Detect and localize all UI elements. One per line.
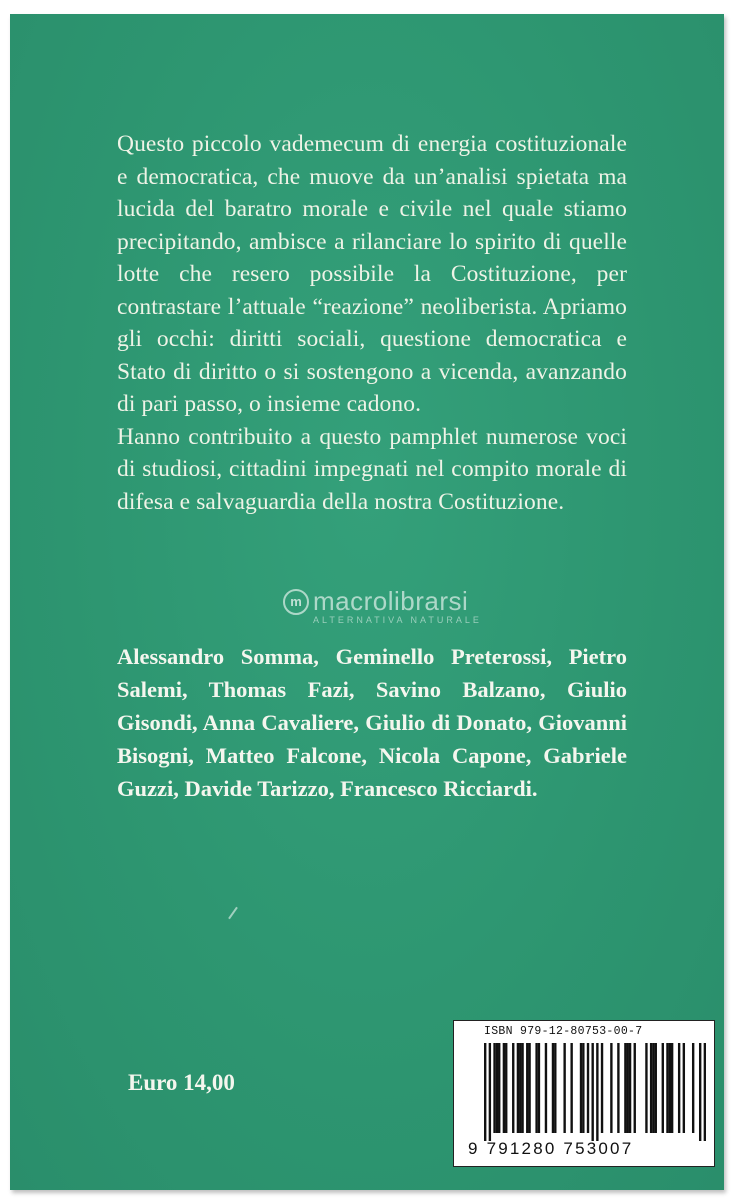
barcode-bar bbox=[645, 1043, 647, 1133]
blurb-paragraph-1: Questo piccolo vademecum di energia costituzionale e democratica, che muove da un’analisi spietata ma lucida del baratro morale e civile nel quale stiamo precipitando, ambisce a rilanciare lo spirito di quelle lotte che resero possibile la Costituzione, per contrastare l’attuale “reazione” neoliberista. Apriamo gli occhi: diritti sociali, questione democratica e Stato di diritto o si sostengono a vicenda, avanzando di pari passo, o insieme cadono. bbox=[117, 131, 627, 417]
barcode-bar bbox=[704, 1043, 706, 1141]
barcode-bar bbox=[528, 1043, 530, 1133]
barcode-bar bbox=[692, 1043, 694, 1133]
macrolibrarsi-logo-icon: m bbox=[283, 589, 309, 615]
barcode-bar bbox=[634, 1043, 636, 1133]
barcode-panel bbox=[453, 1020, 715, 1167]
barcode-bar bbox=[601, 1043, 603, 1133]
barcode-bars bbox=[484, 1043, 706, 1141]
ean-digits: 9 791280 753007 bbox=[468, 1139, 634, 1158]
barcode-bar bbox=[512, 1043, 514, 1133]
barcode-bar bbox=[683, 1043, 685, 1133]
barcode-bar bbox=[498, 1043, 500, 1133]
barcode-bar bbox=[489, 1043, 491, 1141]
barcode-bar bbox=[545, 1043, 547, 1133]
barcode-bar bbox=[503, 1043, 505, 1133]
barcode-bar bbox=[699, 1043, 701, 1141]
barcode-bar bbox=[517, 1043, 519, 1133]
barcode-bar bbox=[666, 1043, 668, 1133]
barcode-bar bbox=[570, 1043, 572, 1133]
barcode-bar bbox=[582, 1043, 584, 1133]
watermark-name: macrolibrarsi bbox=[313, 586, 469, 616]
barcode-bar bbox=[624, 1043, 626, 1133]
barcode-bar bbox=[526, 1043, 528, 1133]
barcode-bar bbox=[655, 1043, 657, 1133]
barcode-bar bbox=[617, 1043, 619, 1133]
barcode-bar bbox=[538, 1043, 540, 1133]
blurb-paragraph-2: Hanno contribuito a questo pamphlet numerose voci di studiosi, cittadini impegnati nel compito morale di difesa e salvaguardia della nostra Costituzione. bbox=[117, 423, 627, 515]
barcode-bar bbox=[662, 1043, 664, 1133]
barcode-bar bbox=[519, 1043, 521, 1133]
barcode-bar bbox=[591, 1043, 593, 1141]
barcode-bar bbox=[505, 1043, 507, 1133]
barcode-bar bbox=[669, 1043, 671, 1133]
barcode-bar bbox=[652, 1043, 654, 1133]
isbn-label: ISBN 979-12-80753-00-7 bbox=[484, 1025, 643, 1038]
barcode-bar bbox=[521, 1043, 523, 1133]
barcode-bar bbox=[610, 1043, 612, 1133]
barcode-bar bbox=[484, 1043, 486, 1141]
barcode-bar bbox=[678, 1043, 680, 1133]
barcode-bar bbox=[627, 1043, 629, 1133]
barcode-bar bbox=[580, 1043, 582, 1133]
blurb-text bbox=[117, 128, 627, 518]
barcode-bar bbox=[535, 1043, 537, 1133]
macrolibrarsi-watermark bbox=[283, 586, 543, 625]
watermark-tagline: ALTERNATIVA NATURALE bbox=[313, 615, 482, 625]
price-label: Euro 14,00 bbox=[128, 1070, 235, 1095]
barcode-bar bbox=[650, 1043, 652, 1133]
barcode-bar bbox=[552, 1043, 554, 1133]
barcode-bar bbox=[496, 1043, 498, 1133]
authors-list: Alessandro Somma, Geminello Preterossi, Pietro Salemi, Thomas Fazi, Savino Balzano, Giulio Gisondi, Anna Cavaliere, Giulio di Donato, Giovanni Bisogni, Matteo Falcone, Nicola Capone, Gabriele Guzzi, Davide Tarizzo, Francesco Ricciardi. bbox=[117, 644, 627, 801]
barcode-bar bbox=[554, 1043, 556, 1133]
barcode-bar bbox=[493, 1043, 495, 1133]
barcode-bar bbox=[563, 1043, 565, 1133]
barcode-bar bbox=[629, 1043, 631, 1133]
barcode-bar bbox=[596, 1043, 598, 1141]
barcode-bar bbox=[671, 1043, 673, 1133]
barcode-bar bbox=[587, 1043, 589, 1133]
